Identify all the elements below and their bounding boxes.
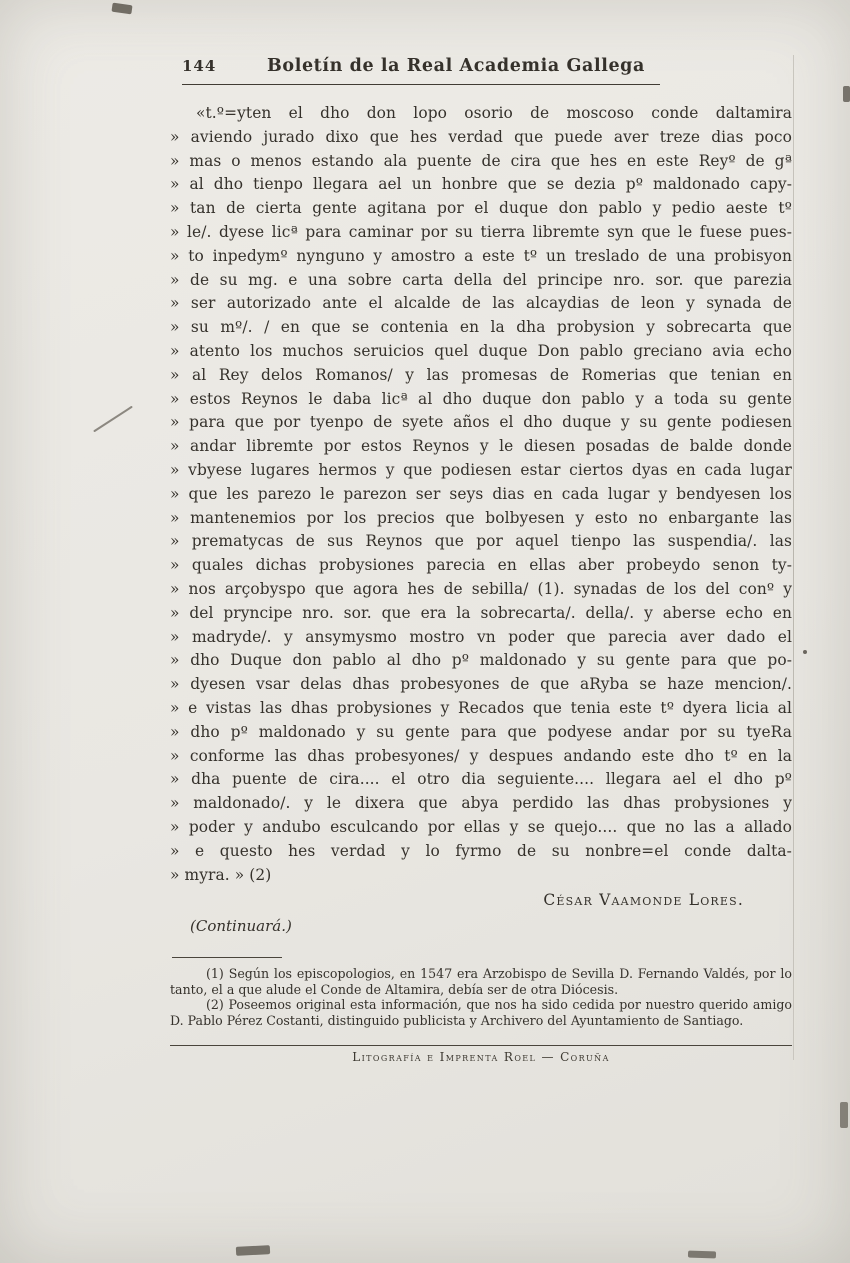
transcription-line: » conforme las dhas probesyones/ y despues andando este dho tº en la <box>170 746 792 765</box>
transcription-line: » e questo hes verdad y lo fyrmo de su nonbre=el conde dalta- <box>170 841 792 860</box>
transcription-line: » dha puente de cira.... el otro dia seguiente.... llegara ael el dho pº <box>170 770 792 789</box>
transcription-line: » poder y andubo esculcando por ellas y se quejo.... que no las a allado <box>170 817 792 836</box>
footnote-rule <box>172 957 282 958</box>
footnotes <box>170 966 792 1028</box>
transcription-line: » al dho tienpo llegara ael un honbre que se dezia pº maldonado capy- <box>170 175 792 194</box>
transcription-line: » mantenemios por los precios que bolbyesen y esto no enbargante las <box>170 508 792 527</box>
transcription-line: » prematycas de sus Reynos que por aquel tienpo las suspendia/. las <box>170 532 792 551</box>
transcription-line: » myra. » (2) <box>170 865 272 884</box>
transcription-line: » mas o menos estando ala puente de cira que hes en este Reyº de gª <box>170 151 792 170</box>
transcription-line: » dho pº maldonado y su gente para que podyese andar por su tyeRa <box>170 722 792 741</box>
scan-artifact <box>236 1245 270 1256</box>
transcription-line: » de su mg. e una sobre carta della del principe nro. sor. que parezia <box>170 270 792 289</box>
transcription-line: » madryde/. y ansymysmo mostro vn poder que parecia aver dado el <box>170 627 792 646</box>
transcription-line: «t.º=yten el dho don lopo osorio de moscoso conde daltamira <box>196 104 792 122</box>
scan-artifact <box>803 650 807 654</box>
scan-artifact <box>840 1102 848 1128</box>
transcription-line: » estos Reynos le daba licª al dho duque don pablo y a toda su gente <box>170 389 792 408</box>
page-header <box>182 56 660 76</box>
footnote-1: (1) Según los episcopologios, en 1547 era Arzobispo de Sevilla D. Fernando Valdés, por lo tanto, el a que alude el Conde de Altamira, debía ser de otra Diócesis. <box>170 966 792 997</box>
continuation-note: (Continuará.) <box>190 917 292 936</box>
transcription-line: » dho Duque don pablo al dho pº maldonado y su gente para que po- <box>170 651 792 670</box>
transcription-line: » e vistas las dhas probysiones y Recados que tenia este tº dyera licia al <box>170 698 792 717</box>
page-fold-shadow <box>793 55 794 1060</box>
transcription-line: » nos arçobyspo que agora hes de sebilla/ (1). synadas de los del conº y <box>170 579 792 598</box>
transcription-line: » para que por tyenpo de syete años el dho duque y su gente podiesen <box>170 413 792 432</box>
transcription-block <box>170 102 792 1064</box>
printer-imprint: Litografía e Imprenta Roel — Coruña <box>352 1049 610 1064</box>
page-number: 144 <box>182 57 217 75</box>
scan-artifact <box>688 1251 716 1259</box>
transcription-line: » le/. dyese licª para caminar por su tierra libremte syn que le fuese pues- <box>170 222 792 241</box>
footnote-2: (2) Poseemos original esta información, que nos ha sido cedida por nuestro querido amigo D. Pablo Pérez Costanti, distinguido publicista y Archivero del Ayuntamiento de Santiago. <box>170 997 792 1029</box>
transcription-line: » ser autorizado ante el alcalde de las alcaydias de leon y synada de <box>170 294 792 313</box>
transcription-line: » quales dichas probysiones parecia en ellas aber probeydo senon ty- <box>170 556 792 575</box>
transcription-line: » del pryncipe nro. sor. que era la sobrecarta/. della/. y aberse echo en <box>170 603 792 622</box>
transcription-line: » to inpedymº nynguno y amostro a este tº un treslado de una probisyon <box>170 246 792 265</box>
scan-artifact <box>93 406 133 433</box>
journal-title: Boletín de la Real Academia Gallega <box>267 56 645 76</box>
transcription-line: » andar libremte por estos Reynos y le diesen posadas de balde donde <box>170 437 792 456</box>
scan-artifact <box>843 86 850 102</box>
header-rule <box>182 84 660 85</box>
transcription-line: » dyesen vsar delas dhas probesyones de que aRyba se haze mencion/. <box>170 675 792 694</box>
author-signature: César Vaamonde Lores. <box>543 891 744 910</box>
transcription-line: » su mº/. / en que se contenia en la dha probysion y sobrecarta que <box>170 318 792 337</box>
transcription-line: » tan de cierta gente agitana por el duque don pablo y pedio aeste tº <box>170 199 792 218</box>
scan-artifact <box>111 3 132 15</box>
transcription-line: » aviendo jurado dixo que hes verdad que puede aver treze dias poco <box>170 127 792 146</box>
transcription-line: » que les parezo le parezon ser seys dias en cada lugar y bendyesen los <box>170 484 792 503</box>
transcription-line: » maldonado/. y le dixera que abya perdido las dhas probysiones y <box>170 794 792 813</box>
imprint-rule <box>170 1045 792 1046</box>
transcription-line: » atento los muchos seruicios quel duque Don pablo greciano avia echo <box>170 341 792 360</box>
transcription-line: » vbyese lugares hermos y que podiesen estar ciertos dyas en cada lugar <box>170 460 792 479</box>
transcription-line: » al Rey delos Romanos/ y las promesas de Romerias que tenian en <box>170 365 792 384</box>
